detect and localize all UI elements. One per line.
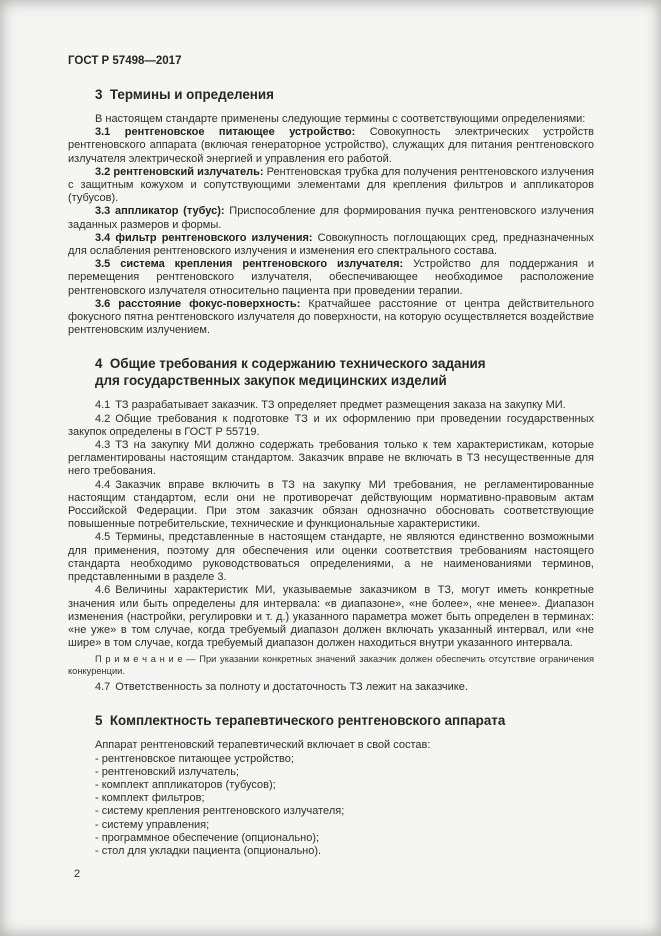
section-5-intro: Аппарат рентгеновский терапевтический включает в свой состав: xyxy=(95,739,431,752)
term-label: 3.3 аппликатор (тубус): xyxy=(95,205,225,218)
term-item xyxy=(68,166,594,206)
term-item xyxy=(68,205,594,231)
note-label: П р и м е ч а н и е xyxy=(95,654,183,665)
clause-number: 4.1 xyxy=(95,399,111,412)
clause-text: Величины характеристик МИ, указываемые заказчиком в ТЗ, могут иметь конкретные значения или быть определены для интервала: «в диапазоне», «не более», «не менее». Диапазон изменения (настройки, регулировки и т. д.) указанного параметра может быть определен в терминах: «не уже» в том случае, когда требуемый диапазон должен включать указанный интервал, или «не шире» в том случае, когда требуемый диапазон должен находиться внутри указанного интервала. xyxy=(68,584,594,650)
term-definition: Совокупность поглощающих сред, предназначенных для ослабления рентгеновского излучения и изменения его спектрального состава. xyxy=(68,231,595,258)
clause-number: 4.3 xyxy=(95,439,111,452)
clause-text: ТЗ на закупку МИ должно содержать требования только к тем характеристикам, которые регламентированы настоящим стандартом. Заказчик вправе не включать в ТЗ несущественные для него требования. xyxy=(68,439,594,478)
term-label: 3.1 рентгеновское питающее устройство: xyxy=(95,126,356,139)
clause-number: 4.5 xyxy=(95,531,111,544)
term-definition: Кратчайшее расстояние от центра действительного фокусного пятна рентгеновского излучателя до поверхности, на которую осуществляется воздействие рентгеновским излучением. xyxy=(68,297,594,337)
terms-list xyxy=(68,126,594,337)
clause-number: 4.2 xyxy=(95,412,111,425)
section-4-heading-line2: для государственных закупок медицинских изделий xyxy=(95,373,447,389)
page-content xyxy=(68,0,594,858)
term-definition: Совокупность электрических устройств рентгеновского аппарата (включая генераторное устройство), служащих для питания рентгеновского излучателя электрической энергией и управления его работой. xyxy=(68,126,594,165)
clauses-list xyxy=(68,399,594,650)
clause-text: ТЗ разрабатывает заказчик. ТЗ определяет предмет размещения заказа на закупку МИ. xyxy=(115,399,566,412)
clause-text: Ответственность за полноту и достаточность ТЗ лежит на заказчике. xyxy=(115,681,468,694)
components-list xyxy=(68,753,594,859)
list-item: - систему управления; xyxy=(95,818,210,831)
list-item: - комплект аппликаторов (тубусов); xyxy=(95,778,276,791)
clause xyxy=(68,479,594,532)
term-item xyxy=(68,126,594,166)
section-4-heading-line1: 4 Общие требования к содержанию технического задания xyxy=(95,356,486,372)
list-item: - систему крепления рентгеновского излучателя; xyxy=(95,805,345,818)
list-item: - стол для укладки пациента (опционально). xyxy=(95,844,322,857)
clause xyxy=(68,531,594,584)
section-4-heading xyxy=(95,355,594,389)
clause-number: 4.4 xyxy=(95,478,111,491)
section-5-heading: 5 Комплектность терапевтического рентгеновского аппарата xyxy=(95,713,506,729)
clause-number: 4.6 xyxy=(95,584,111,597)
list-item: - комплект фильтров; xyxy=(95,792,205,805)
clause xyxy=(68,399,594,412)
clause xyxy=(68,681,594,694)
section-3-intro: В настоящем стандарте применены следующие термины с соответствующими определениями: xyxy=(95,113,586,125)
term-item xyxy=(68,232,594,258)
section-3-heading: 3 Термины и определения xyxy=(95,87,274,102)
term-label: 3.4 фильтр рентгеновского излучения: xyxy=(95,231,313,244)
running-header: ГОСТ Р 57498—2017 xyxy=(68,55,182,67)
term-item xyxy=(68,258,594,298)
list-item: - программное обеспечение (опционально); xyxy=(95,831,320,844)
term-definition: Рентгеновская трубка для получения рентгеновского излучения с защитным кожухом и сопутствующими элементами для крепления фильтров и аппликаторов (тубусов). xyxy=(68,165,594,205)
note-text: — При указании конкретных значений заказчик должен обеспечить отсутствие ограничения конкуренции. xyxy=(68,654,594,676)
term-label: 3.6 расстояние фокус-поверхность: xyxy=(95,297,301,310)
term-item xyxy=(68,298,594,338)
term-label: 3.2 рентгеновский излучатель: xyxy=(95,165,264,178)
term-definition: Приспособление для формирования пучка рентгеновского излучения заданных размеров и формы. xyxy=(68,205,594,231)
page-number: 2 xyxy=(74,868,81,880)
clause xyxy=(68,413,594,439)
list-item: - рентгеновский излучатель; xyxy=(95,765,239,778)
clause xyxy=(68,439,594,479)
clause-text: Общие требования к подготовке ТЗ и их оформлению при проведении государственных закупок определены в ГОСТ Р 55719. xyxy=(68,412,594,438)
clause-number: 4.7 xyxy=(95,681,111,694)
clause-text: Термины, представленные в настоящем стандарте, не являются единственно возможными для применения, поэтому для обеспечения или оценки соответствия требованиям настоящего стандарта необходимо руководствоваться определениями, а не наименованиями терминов, представленными в разделе 3. xyxy=(68,531,594,584)
term-definition: Устройство для поддержания и перемещения рентгеновского излучателя, обеспечивающее необходимое расположение рентгеновского излучателя относительно пациента при проведении терапии. xyxy=(68,258,594,297)
note xyxy=(68,654,594,677)
list-item: - рентгеновское питающее устройство; xyxy=(95,752,294,765)
clause-text: Заказчик вправе включить в ТЗ на закупку МИ требования, не регламентированные настоящим стандартом, если они не противоречат действующим нормативно-правовым актам Российской Федерации. При этом заказчик обязан однозначно обосновать соответствующие повышенные потребительские, технические и функциональные характеристики. xyxy=(68,478,594,531)
term-label: 3.5 система крепления рентгеновского излучателя: xyxy=(95,258,404,271)
clause xyxy=(68,584,594,650)
